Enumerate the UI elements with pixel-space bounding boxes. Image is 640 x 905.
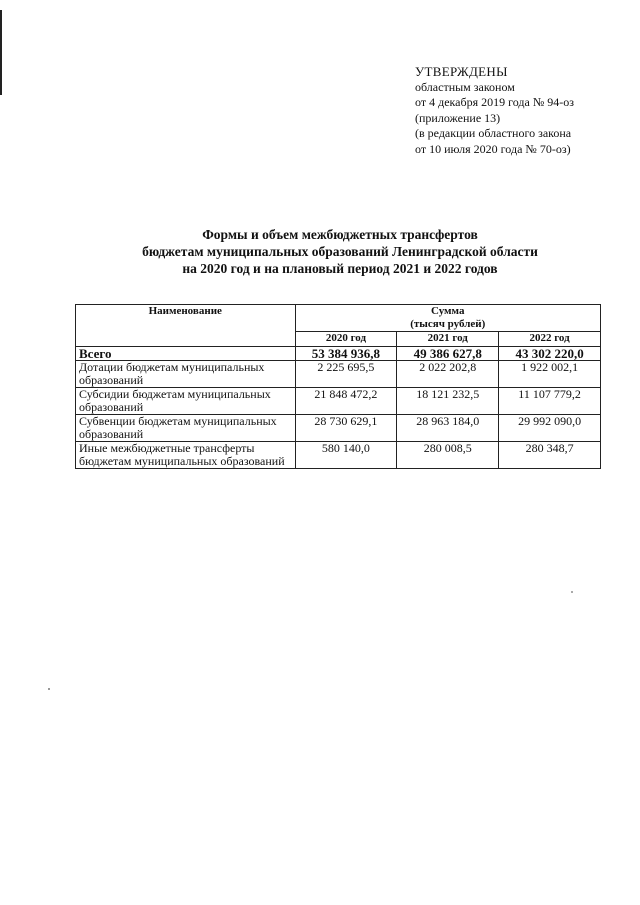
row-name: Иные межбюджетные трансферты бюджетам муниципальных образований: [76, 442, 296, 469]
header-units: (тысяч рублей): [410, 318, 486, 330]
value-2021: 49 386 627,8: [397, 347, 499, 361]
row-name: Всего: [76, 347, 296, 361]
value-2020: 2 225 695,5: [295, 361, 397, 388]
approval-line: (приложение 13): [415, 110, 501, 125]
header-year-2020: 2020 год: [295, 332, 397, 347]
value-2021: 28 963 184,0: [397, 415, 499, 442]
value-2020: 53 384 936,8: [295, 347, 397, 361]
header-year-2021: 2021 год: [397, 332, 499, 347]
table-row: [76, 388, 601, 415]
value-2021: 18 121 232,5: [397, 388, 499, 415]
title-line: Формы и объем межбюджетных трансфертов: [202, 227, 478, 242]
approval-line: областным законом: [415, 79, 515, 94]
title-line: бюджетам муниципальных образований Ленинградской области: [142, 244, 538, 259]
value-2020: 28 730 629,1: [295, 415, 397, 442]
table-row: [76, 415, 601, 442]
table-row: [76, 442, 601, 469]
value-2022: 280 348,7: [499, 442, 601, 469]
value-2021: 2 022 202,8: [397, 361, 499, 388]
value-2022: 1 922 002,1: [499, 361, 601, 388]
value-2020: 580 140,0: [295, 442, 397, 469]
scan-speck: [48, 688, 50, 690]
row-name: Дотации бюджетам муниципальных образований: [76, 361, 296, 388]
table-row: [76, 361, 601, 388]
value-2020: 21 848 472,2: [295, 388, 397, 415]
row-name: Субвенции бюджетам муниципальных образований: [76, 415, 296, 442]
title-line: на 2020 год и на плановый период 2021 и 2022 годов: [182, 261, 498, 276]
header-name: Наименование: [76, 305, 296, 347]
value-2022: 29 992 090,0: [499, 415, 601, 442]
table-header-row: [76, 305, 601, 332]
value-2021: 280 008,5: [397, 442, 499, 469]
value-2022: 11 107 779,2: [499, 388, 601, 415]
approval-line: от 4 декабря 2019 года № 94-оз: [415, 95, 575, 109]
document-title: [80, 226, 600, 277]
header-year-2022: 2022 год: [499, 332, 601, 347]
approval-block: [415, 64, 630, 157]
header-sum-label: Сумма: [431, 305, 465, 317]
row-name: Субсидии бюджетам муниципальных образований: [76, 388, 296, 415]
header-sum: [295, 305, 600, 332]
scan-edge-mark: [0, 10, 2, 95]
scan-speck: [571, 591, 573, 593]
value-2022: 43 302 220,0: [499, 347, 601, 361]
approval-line: (в редакции областного закона: [415, 126, 572, 140]
approval-line: от 10 июля 2020 года № 70-оз): [415, 141, 571, 156]
transfers-table: [75, 304, 601, 469]
approval-heading: УТВЕРЖДЕНЫ: [415, 64, 508, 79]
table-row-total: [76, 347, 601, 361]
